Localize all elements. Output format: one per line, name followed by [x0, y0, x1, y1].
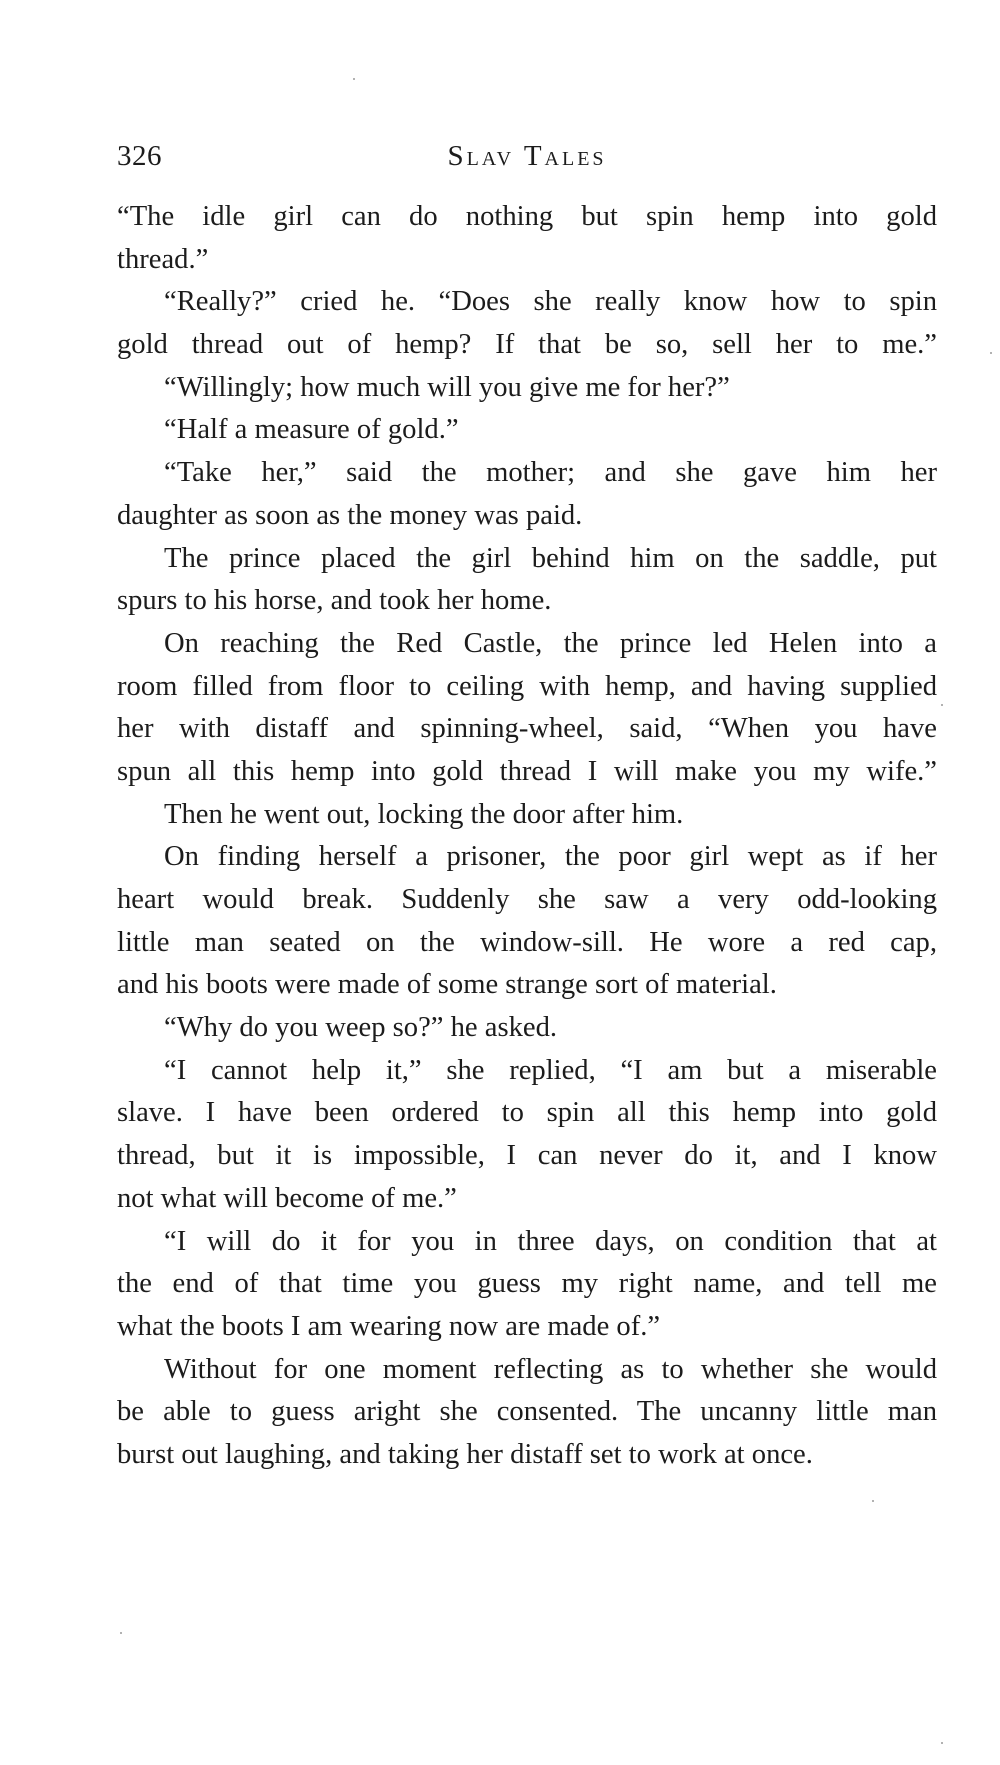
text-line: little man seated on the window-sill. He wore a red cap,	[117, 926, 937, 958]
scan-speck	[990, 352, 992, 354]
text-line: burst out laughing, and taking her distaff set to work at once.	[117, 1438, 813, 1470]
text-line: daughter as soon as the money was paid.	[117, 499, 583, 531]
scan-speck	[872, 1500, 874, 1502]
text-line: slave. I have been ordered to spin all this hemp into gold	[117, 1097, 937, 1129]
text-line: “I will do it for you in three days, on condition that at	[164, 1225, 937, 1257]
text-line: Then he went out, locking the door after him.	[164, 798, 684, 830]
text-line: “The idle girl can do nothing but spin hemp into gold	[117, 201, 937, 232]
scan-speck	[120, 1632, 122, 1634]
text-line: “Half a measure of gold.”	[164, 414, 459, 446]
text-line: be able to guess aright she consented. The uncanny little man	[117, 1396, 937, 1428]
book-title: Slav Tales	[447, 140, 607, 172]
body-text	[117, 196, 937, 1477]
text-line: “I cannot help it,” she replied, “I am but a miserable	[164, 1054, 937, 1086]
text-line: “Willingly; how much will you give me for her?”	[164, 371, 730, 403]
text-line: On reaching the Red Castle, the prince led Helen into a	[164, 627, 937, 659]
text-line: spun all this hemp into gold thread I will make you my wife.”	[117, 755, 937, 787]
text-line: spurs to his horse, and took her home.	[117, 585, 552, 617]
text-line: Without for one moment reflecting as to whether she would	[164, 1353, 937, 1385]
text-line: “Really?” cried he. “Does she really know how to spin	[164, 286, 937, 318]
text-line: “Take her,” said the mother; and she gave him her	[164, 457, 937, 489]
scan-speck	[353, 78, 355, 80]
text-line: the end of that time you guess my right name, and tell me	[117, 1268, 937, 1300]
text-line: room filled from floor to ceiling with hemp, and having supplied	[117, 670, 937, 702]
text-line: gold thread out of hemp? If that be so, sell her to me.”	[117, 329, 937, 361]
text-line: “Why do you weep so?” he asked.	[164, 1012, 558, 1044]
text-line: what the boots I am wearing now are made of.”	[117, 1310, 661, 1342]
book-page	[117, 0, 937, 1765]
text-line: not what will become of me.”	[117, 1182, 457, 1214]
scan-speck	[941, 704, 943, 706]
text-line: On finding herself a prisoner, the poor girl wept as if her	[164, 841, 937, 873]
text-line: The prince placed the girl behind him on the saddle, put	[164, 542, 937, 574]
text-line: and his boots were made of some strange sort of material.	[117, 969, 777, 1001]
text-line: thread, but it is impossible, I can never do it, and I know	[117, 1140, 937, 1172]
running-head	[117, 140, 937, 180]
text-line: thread.”	[117, 243, 209, 275]
page-number: 326	[117, 140, 162, 172]
text-line: her with distaff and spinning-wheel, said, “When you have	[117, 713, 937, 745]
scan-speck	[941, 1742, 943, 1744]
text-line: heart would break. Suddenly she saw a very odd-looking	[117, 884, 937, 915]
